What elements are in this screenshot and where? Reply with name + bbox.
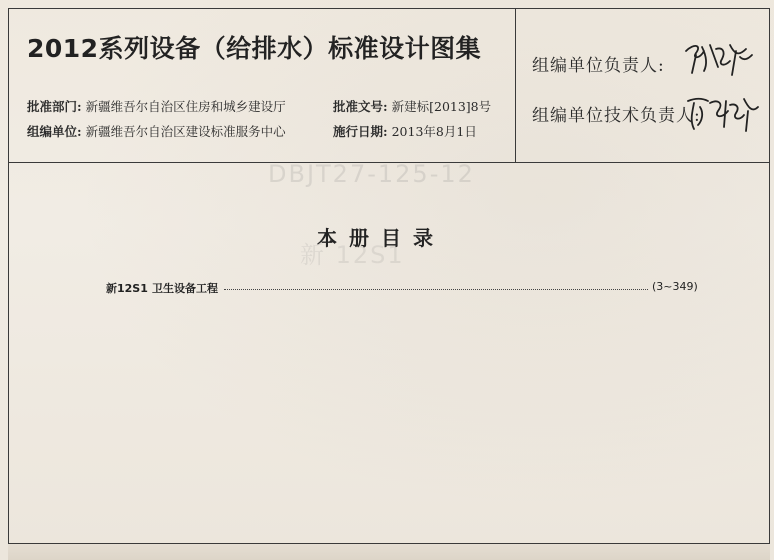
compile-unit [27, 124, 286, 139]
toc-title: 本册目录 [317, 226, 445, 250]
toc-entry[interactable] [106, 280, 706, 296]
approval-doc [333, 97, 491, 115]
toc-entry-pages: (3~349) [652, 280, 698, 293]
approval-doc-label: 批准文号: [333, 99, 388, 114]
signature-tech-responsible [684, 91, 762, 135]
header-right-panel [516, 9, 769, 162]
toc-leader-dots [224, 289, 648, 290]
approval-dept [27, 99, 286, 114]
bottom-edge [8, 544, 770, 560]
toc-entry-code: 新12S1 [106, 282, 148, 295]
bleed-through-code: DBJT27-125-12 [268, 160, 475, 188]
compile-unit-label: 组编单位: [27, 124, 82, 139]
effective-date [333, 122, 477, 140]
header-block [9, 9, 769, 163]
compile-unit-value: 新疆维吾尔自治区建设标准服务中心 [85, 124, 286, 139]
meta-row-approval [27, 97, 492, 115]
bleed-through-code-2: 新 12S1 [300, 241, 405, 269]
responsible-person-label: 组编单位负责人: [532, 56, 665, 76]
header-left-panel [9, 9, 516, 162]
approval-doc-value: 新建标[2013]8号 [391, 99, 492, 114]
meta-row-compile [27, 122, 477, 140]
approval-dept-value: 新疆维吾尔自治区住房和城乡建设厅 [85, 99, 286, 114]
approval-dept-label: 批准部门: [27, 99, 82, 114]
effective-date-value: 2013年8月1日 [391, 124, 477, 139]
signature-responsible [682, 37, 756, 79]
effective-date-label: 施行日期: [333, 124, 388, 139]
document-frame [8, 8, 770, 544]
tech-responsible-label: 组编单位技术负责人: [532, 106, 701, 126]
atlas-title: 2012系列设备（给排水）标准设计图集 [27, 34, 482, 63]
toc-entry-name: 卫生设备工程 [152, 282, 218, 295]
